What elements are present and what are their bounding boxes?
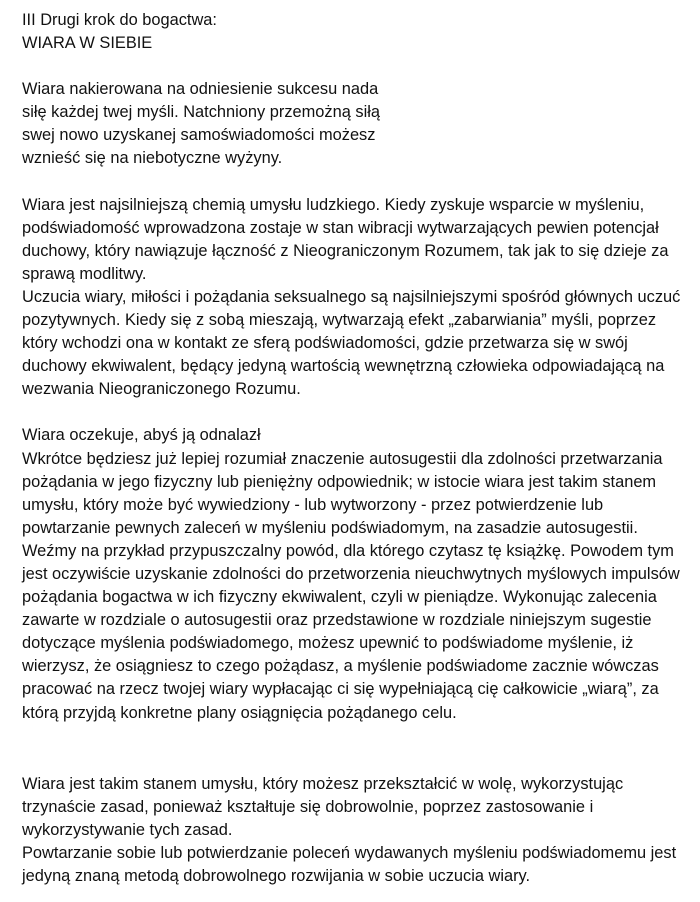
- text-line: swej nowo uzyskanej samoświadomości możesz: [22, 126, 376, 145]
- chapter-subtitle: WIARA W SIEBIE: [22, 34, 153, 53]
- text-line: sprawą modlitwy.: [22, 264, 147, 283]
- text-line: który wchodzi ona w kontakt ze sferą podświadomości, gdzie przetwarza się w swój: [22, 334, 628, 353]
- text-line: wykorzystywanie tych zasad.: [22, 820, 233, 839]
- text-line: Weźmy na przykład przypuszczalny powód, dla którego czytasz tę książkę. Powodem tym: [22, 541, 674, 560]
- text-line: Wiara jest takim stanem umysłu, który możesz przekształcić w wolę, wykorzystując: [22, 774, 624, 793]
- text-line: pożądania w jego fizyczny lub pieniężny odpowiednik; w istocie wiara jest takim stanem: [22, 472, 657, 491]
- text-line: Uczucia wiary, miłości i pożądania seksualnego są najsilniejszymi spośród głównych uczuć: [22, 287, 681, 306]
- text-line: Powtarzanie sobie lub potwierdzanie poleceń wydawanych myśleniu podświadomemu jest: [22, 843, 677, 862]
- paragraph-chemistry: [22, 194, 694, 286]
- chapter-heading: [22, 9, 694, 55]
- paragraph-repetition: [22, 842, 694, 888]
- text-line: Wiara oczekuje, abyś ją odnalazł: [22, 426, 261, 445]
- paragraph-emotions: [22, 286, 694, 401]
- text-line: pracować na rzecz twojej wiary wypłacając ci się wypełniającą cię całkowicie „wiarą”, za: [22, 680, 659, 699]
- text-line: podświadomość wprowadzona zostaje w stan wibracji wytwarzających pewien potencjał: [22, 218, 659, 237]
- text-line: jedyną znaną metodą dobrowolnego rozwijania w sobie uczucia wiary.: [22, 867, 531, 885]
- chapter-title: III Drugi krok do bogactwa:: [22, 11, 217, 29]
- text-line: Wiara jest najsilniejszą chemią umysłu ludzkiego. Kiedy zyskuje wsparcie w myśleniu,: [22, 195, 645, 214]
- document-page: [22, 9, 694, 888]
- text-line: duchowy ekwiwalent, będący jedyną wartością wewnętrzną człowieka odpowiadającą na: [22, 357, 665, 376]
- text-line: Wiara nakierowana na odniesienie sukcesu nada: [22, 80, 379, 99]
- paragraph-intro: [22, 78, 694, 170]
- paragraph-autosuggestion: [22, 448, 694, 540]
- text-line: siłę każdej twej myśli. Natchniony przemożną siłą: [22, 103, 381, 122]
- text-line: duchowy, który nawiązuje łączność z Nieograniczonym Rozumem, tak jak to się dzieje za: [22, 241, 669, 260]
- text-line: pozytywnych. Kiedy się z sobą mieszają, wytwarzają efekt „zabarwiania” myśli, poprzez: [22, 311, 657, 330]
- text-line: dotyczące myślenia podświadomego, możesz upewnić to podświadome myślenie, iż: [22, 634, 634, 653]
- text-line: którą przyjdą konkretne plany osiągnięcia pożądanego celu.: [22, 703, 457, 722]
- text-line: Wkrótce będziesz już lepiej rozumiał znaczenie autosugestii dla zdolności przetwarzania: [22, 449, 663, 468]
- text-line: jest oczywiście uzyskanie zdolności do przetworzenia nieuchwytnych myślowych impulsów: [22, 564, 680, 583]
- text-line: zawarte w rozdziale o autosugestii oraz przedstawione w rozdziale niniejszym sugestie: [22, 611, 652, 630]
- text-line: trzynaście zasad, ponieważ kształtuje się dobrowolnie, poprzez zastosowanie i: [22, 797, 594, 816]
- text-line: powtarzanie pewnych zaleceń w myśleniu podświadomym, na zasadzie autosugestii.: [22, 518, 638, 537]
- paragraph-example: [22, 540, 694, 725]
- text-line: wierzysz, że osiągniesz to czego pożądasz, a myślenie podświadome zacznie wówczas: [22, 657, 659, 676]
- paragraph-will: [22, 773, 694, 842]
- text-line: pożądania bogactwa w ich fizyczny ekwiwalent, czyli w pieniądze. Wykonując zalecenia: [22, 588, 657, 607]
- section-subheading: [22, 424, 694, 447]
- text-line: wznieść się na niebotyczne wyżyny.: [22, 149, 283, 168]
- text-line: umysłu, który może być wywiedziony - lub wytworzony - przez potwierdzenie lub: [22, 495, 604, 514]
- text-line: wezwania Nieograniczonego Rozumu.: [22, 380, 301, 399]
